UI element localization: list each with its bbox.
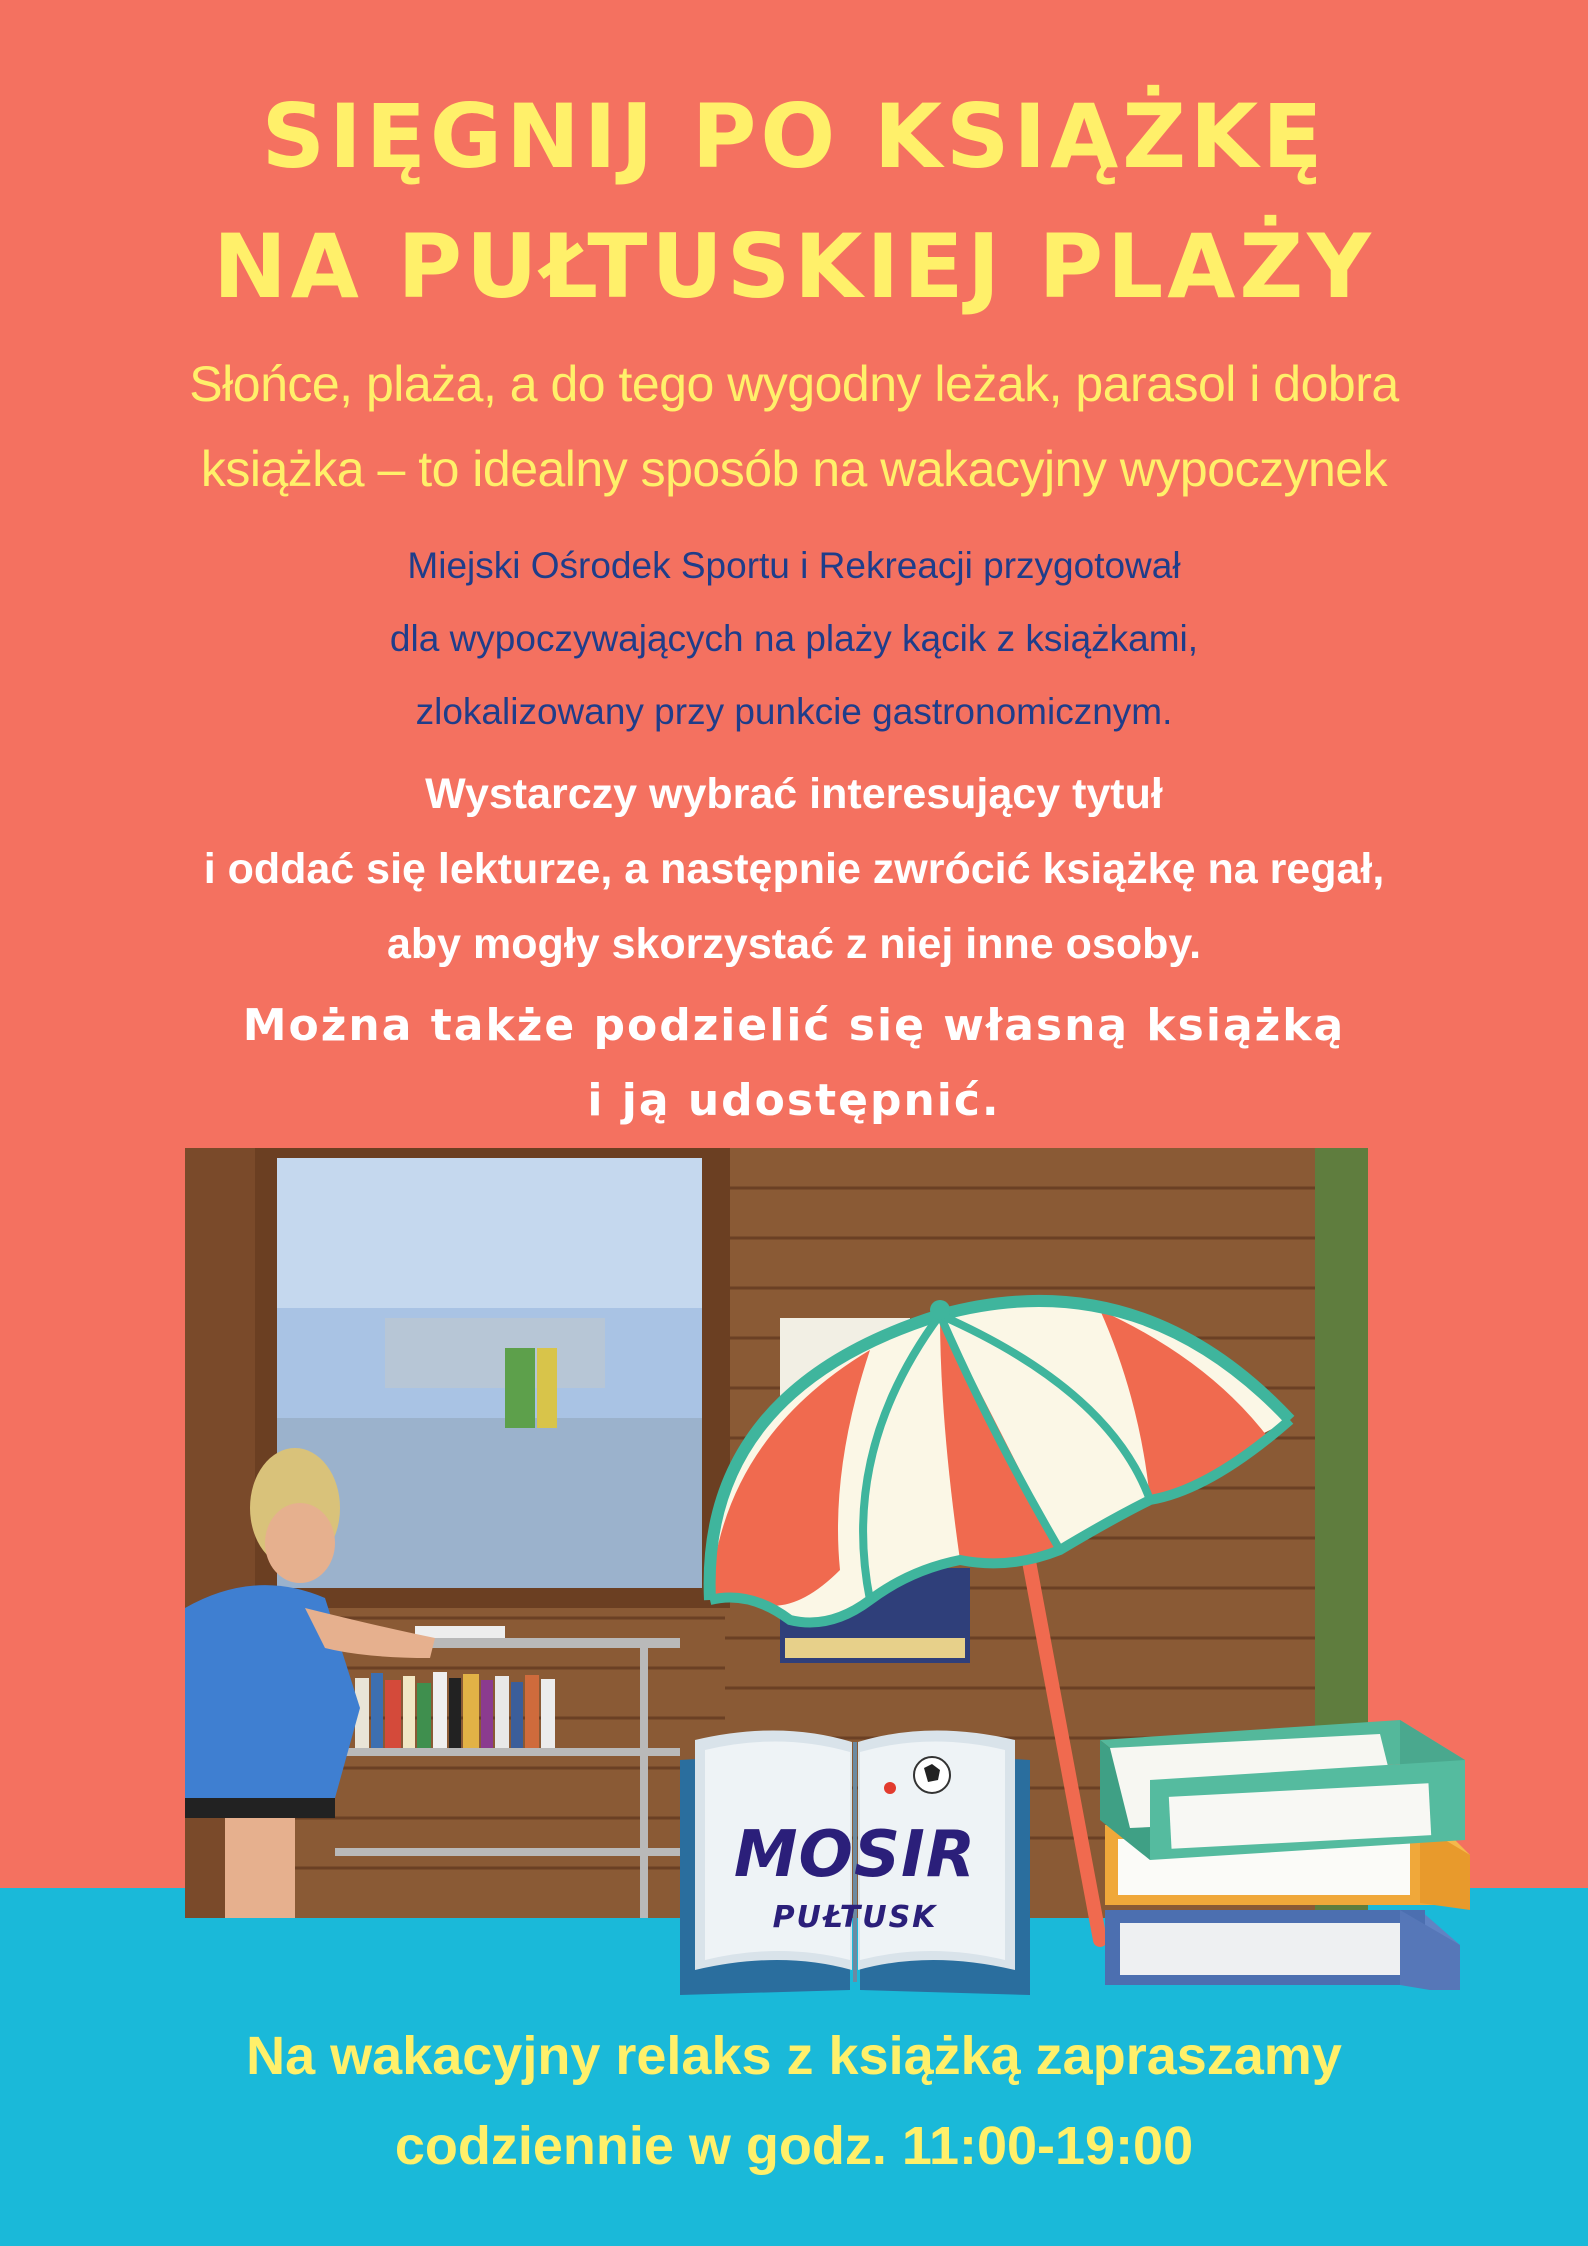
instruction-line-5: i ją udostępnić. <box>587 1075 1001 1126</box>
title-line-1: SIĘGNIJ PO KSIĄŻKĘ <box>261 85 1327 188</box>
logo-name: MOSIR <box>733 1818 977 1892</box>
subtitle-line-1: Słońce, plaża, a do tego wygodny leżak, parasol i dobra <box>189 356 1399 412</box>
info-line-1: Miejski Ośrodek Sportu i Rekreacji przygotował <box>407 545 1181 586</box>
title-line-2: NA PUŁTUSKIEJ PLAŻY <box>213 215 1375 318</box>
mosir-logo <box>670 1720 1040 2010</box>
instruction-line-3: aby mogły skorzystać z niej inne osoby. <box>386 920 1202 968</box>
info-line-2: dla wypoczywających na plaży kącik z książkami, <box>389 618 1199 659</box>
book-stack-icon <box>1100 1690 1480 1990</box>
instruction-line-1: Wystarczy wybrać interesujący tytuł <box>425 770 1163 818</box>
footer-line-2: codziennie w godz. 11:00-19:00 <box>394 2116 1194 2176</box>
instruction-line-4: Można także podzielić się własną książką <box>242 1000 1346 1051</box>
footer-line-1: Na wakacyjny relaks z książką zapraszamy <box>246 2026 1342 2086</box>
info-line-3: zlokalizowany przy punkcie gastronomicznym. <box>415 691 1173 732</box>
logo-city: PUŁTUSK <box>772 1900 938 1935</box>
subtitle-line-2: książka – to idealny sposób na wakacyjny wypoczynek <box>200 441 1388 497</box>
instruction-line-2: i oddać się lekturze, a następnie zwrócić książkę na regał, <box>203 845 1385 893</box>
